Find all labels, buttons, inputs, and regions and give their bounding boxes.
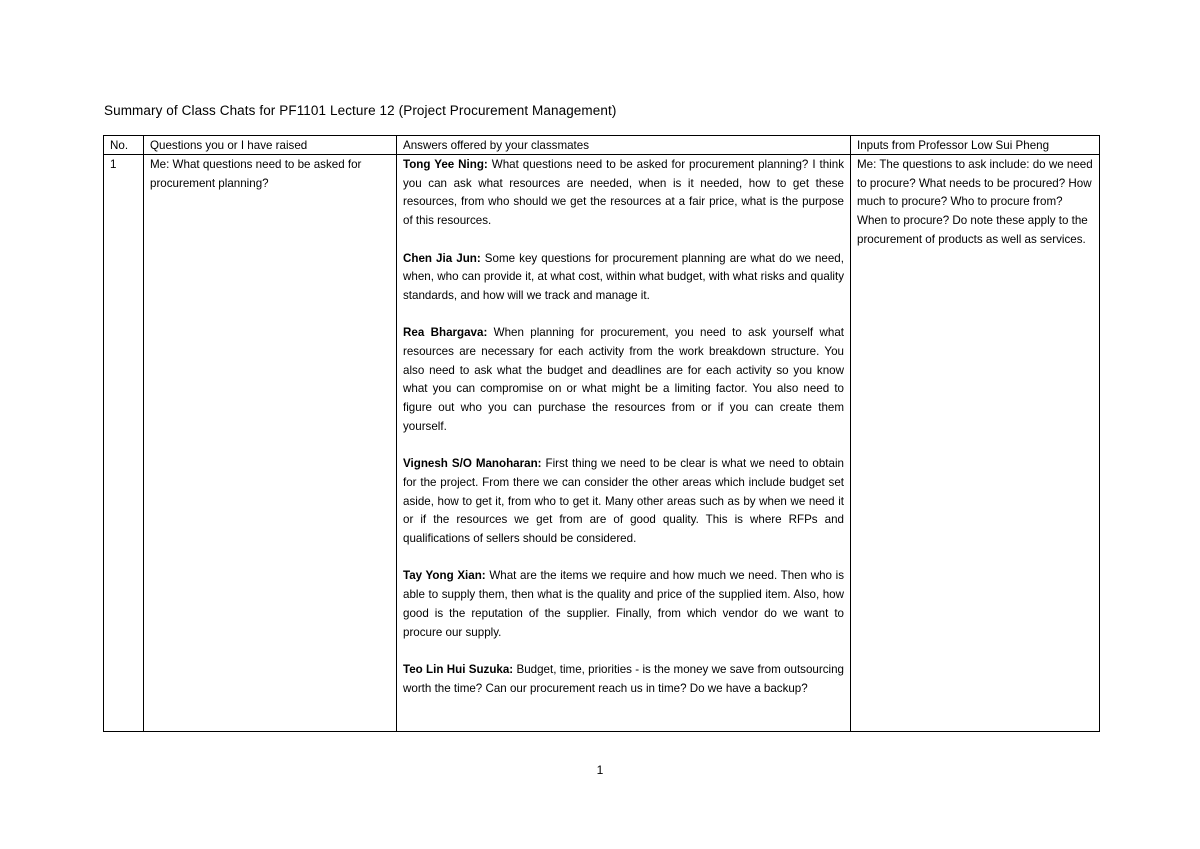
answer-text: Some key questions for procurement planning are what do we need, when, who can provide it, at what cost, within what budget, with what risks and quality standards, and how will we track and manage it. <box>403 251 844 302</box>
header-no: No. <box>104 136 144 155</box>
answer-text: When planning for procurement, you need to ask yourself what resources are necessary for each activity from the work breakdown structure. You also need to ask what the budget and deadlines are for each activity so you know what you can compromise on or what might be a limiting factor. You also need to figure out who you can purchase the resources from or if you can create them yourself. <box>403 326 844 433</box>
header-questions: Questions you or I have raised <box>144 136 397 155</box>
answer-text: What questions need to be asked for procurement planning? I think you can ask what resources are needed, when is it needed, how to get these resources, from who should we get the resources at a fair price, what is the purpose of this resources. <box>403 158 844 228</box>
answer-text: First thing we need to be clear is what we need to obtain for the project. From there we can consider the other areas which include budget set aside, how to get it, from who to get it. Many other areas such as by when we need it or if the resources we get from are of good quality. This is where RFPs and qualifications of sellers should be considered. <box>403 457 844 546</box>
answer-author: Vignesh S/O Manoharan: <box>403 457 542 471</box>
answer-author: Teo Lin Hui Suzuka: <box>403 662 514 676</box>
answer-entry <box>403 156 844 231</box>
answer-text: What are the items we require and how much we need. Then who is able to supply them, then what is the quality and price of the supplied item. Also, how good is the reputation of the supplier. Finally, from which vendor do we want to procure our supply. <box>403 569 845 639</box>
answer-entry <box>403 567 844 642</box>
header-inputs: Inputs from Professor Low Sui Pheng <box>851 136 1100 155</box>
answer-author: Tong Yee Ning: <box>403 158 488 171</box>
answers-cell <box>397 155 851 732</box>
answer-author: Tay Yong Xian: <box>403 569 486 583</box>
professor-input-cell: Me: The questions to ask include: do we need to procure? What needs to be procured? How much to procure? Who to procure from? When to procure? Do note these apply to the procurement of products as well as services. <box>851 155 1100 732</box>
table-row <box>104 155 1100 732</box>
answer-author: Chen Jia Jun: <box>403 251 481 265</box>
answer-entry <box>403 250 844 306</box>
class-chat-summary-table <box>103 135 1100 732</box>
header-answers: Answers offered by your classmates <box>397 136 851 155</box>
answer-text: Budget, time, priorities - is the money we save from outsourcing worth the time? Can our procurement reach us in time? Do we have a backup? <box>403 662 844 695</box>
table-header-row <box>104 136 1100 155</box>
answer-entry <box>403 661 844 698</box>
answer-author: Rea Bhargava: <box>403 326 488 340</box>
answer-entry <box>403 455 844 549</box>
page-number: 1 <box>596 763 604 777</box>
answer-entry <box>403 324 844 436</box>
document-title: Summary of Class Chats for PF1101 Lecture 12 (Project Procurement Management) <box>104 103 617 118</box>
row-number: 1 <box>104 155 144 732</box>
question-cell: Me: What questions need to be asked for procurement planning? <box>144 155 397 732</box>
